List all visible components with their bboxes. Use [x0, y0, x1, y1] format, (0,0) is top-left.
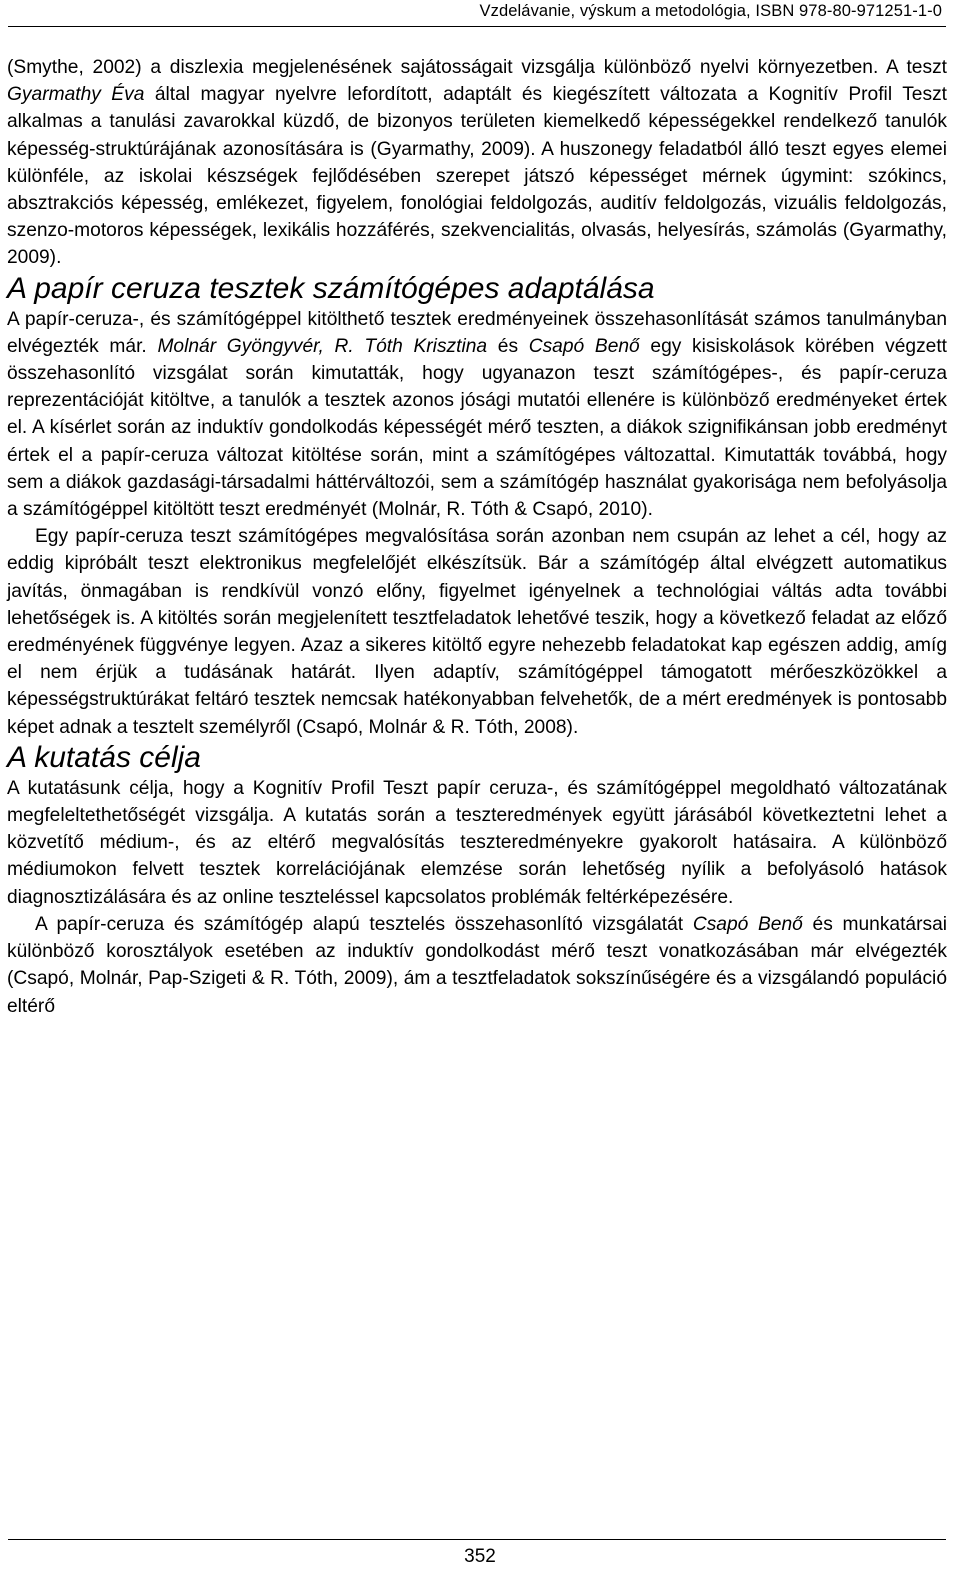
section1-text-b: egy kisiskolások körében végzett összehasonlító vizsgálat során kimutatták, hogy ugyanazon teszt számítógépes-, és papír-ceruza reprezentációját kitöltve, a tanulók a tesztek azonos jósági mutatói ellenére is különböző eredményeket értek el. A kísérlet során az induktív gondolkodás képességét mérő teszten, a diákok szignifikánsan jobb eredményt értek el a papír-ceruza változat kitöltése során, mint a számítógépes változattal. Kimutatták továbbá, hogy sem a diákok gazdasági-társadalmi háttérváltozói, sem a számítógép használat gyakorisága nem befolyásolja a számítógéppel kitöltött teszt eredményét (Molnár, R. Tóth & Csapó, 2010).	[7, 335, 947, 521]
footer-divider	[8, 1539, 946, 1540]
section-heading-goal: A kutatás célja	[7, 740, 201, 774]
section2-paragraph-1: A kutatásunk célja, hogy a Kognitív Profil Teszt papír ceruza-, és számítógéppel megoldható változatának megfeleltethetőségét vizsgálja. A kutatás során a teszteredmények együtt járásából következtetni lehet a közvetítő médium-, és az eltérő megvalósítás teszteredményekre gyakorolt hatásaira. A különböző médiumokon felvett tesztek korrelációjának elemzése során lehetőség nyílik a befolyásoló hatások diagnosztizálására és az online teszteléssel kapcsolatos problémák feltérképezésére.	[7, 777, 947, 908]
section1-text-a: A papír-ceruza-, és számítógéppel kitölthető tesztek eredményeinek összehasonlítását számos tanulmányban elvégezték már.	[7, 308, 947, 357]
section-heading-adaptation: A papír ceruza tesztek számítógépes adaptálása	[7, 271, 655, 305]
section2-author: Csapó Benő	[692, 913, 803, 935]
section1-and: és	[487, 335, 529, 357]
section2-paragraph-2	[7, 911, 947, 1020]
intro-text-a: (Smythe, 2002) a diszlexia megjelenésének sajátosságait vizsgálja különböző nyelvi környezetben. A teszt	[7, 57, 947, 78]
section2-text-b: és munkatársai különböző korosztályok esetében az induktív gondolkodást mérő teszt vonatkozásában már elvégezték (Csapó, Molnár, Pap-Szigeti & R. Tóth, 2009), ám a tesztfeladatok sokszínűségére és a vizsgálandó populáció eltérő	[7, 913, 948, 1017]
section1-author-2: Csapó Benő	[528, 335, 640, 357]
header-divider	[8, 26, 946, 27]
section1-paragraph-2: Egy papír-ceruza teszt számítógépes megvalósítása során azonban nem csupán az lehet a cél, hogy az eddig kipróbált teszt elektronikus megfelelőjét elkészítsük. Bár a számítógép által elvégzett automatikus javítás, önmagában is rendkívül vonzó előny, figyelmet igényelnek a technológiai váltás adta további lehetőségek is. A kitöltés során megjelenített tesztfeladatok lehetővé teszik, hogy a következő feladat az előző eredményének függvénye legyen. Azaz a sikeres kitöltő egyre nehezebb feladatokat kap egészen addig, amíg el nem érjük a tudásának határát. Ilyen adaptív, számítógéppel támogatott mérőeszközökkel a képességstruktúrákat feltáró tesztek nemcsak hatékonyabban felvehetők, de a mért eredmények is pontosabb képet adnak a tesztelt személyről (Csapó, Molnár & R. Tóth, 2008).	[7, 526, 947, 738]
section1-paragraph-1	[7, 306, 947, 524]
section1-authors-1: Molnár Gyöngyvér, R. Tóth Krisztina	[157, 335, 488, 357]
intro-text-b: által magyar nyelvre lefordított, adaptált és kiegészített változata a Kognitív Profil Teszt alkalmas a tanulási zavarokkal küzdő, de bizonyos területen kiemelkedő képességekkel rendelkező tanulók képesség-struktúrájának azonosítására is (Gyarmathy, 2009). A huszonegy feladatból álló teszt egyes elemei különféle, az iskolai készségek fejlődésében szerepet játszó képességet mérnek úgymint: szókincs, absztrakciós képesség, emlékezet, figyelem, fonológiai feldolgozás, auditív feldolgozás, vizuális feldolgozás, szenzo-motoros képességek, lexikális hozzáférés, szekvencialitás, olvasás, helyesírás, számolás (Gyarmathy, 2009).	[7, 84, 947, 269]
running-title: Vzdelávanie, výskum a metodológia, ISBN 978-80-971251-1-0	[479, 2, 942, 20]
section2-text-a: A papír-ceruza és számítógép alapú tesztelés összehasonlító vizsgálatát	[35, 913, 693, 935]
running-header	[0, 0, 960, 28]
intro-paragraph	[7, 54, 947, 272]
document-body	[7, 54, 947, 1020]
intro-author: Gyarmathy Éva	[7, 84, 145, 106]
page-number: 352	[464, 1546, 496, 1567]
